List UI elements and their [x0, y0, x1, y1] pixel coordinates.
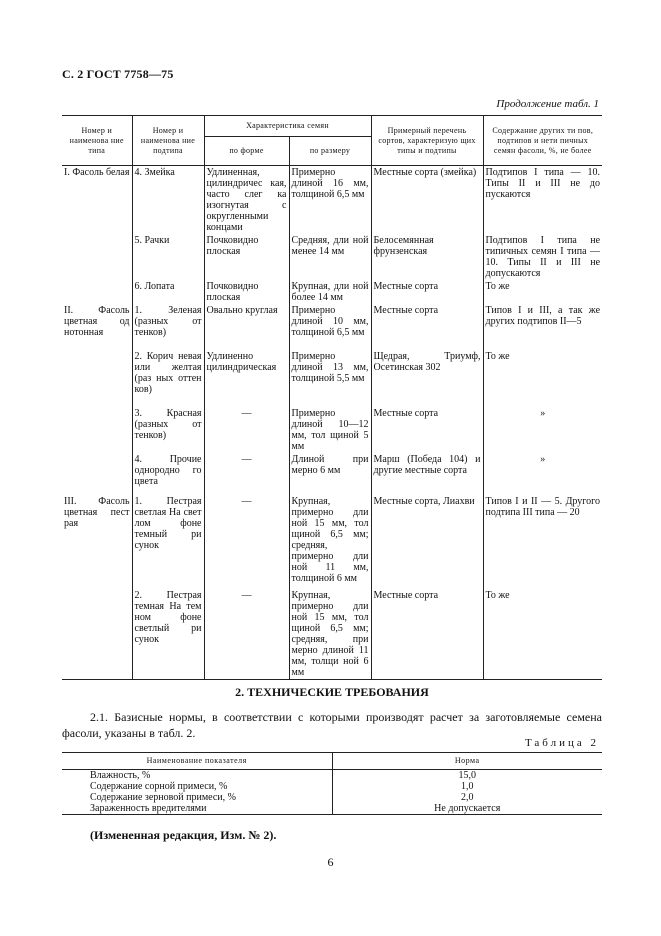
other-cell: То же	[483, 280, 602, 304]
page-header: С. 2 ГОСТ 7758—75	[62, 67, 174, 81]
table-row	[62, 495, 602, 589]
other-cell: То же	[483, 350, 602, 407]
table-row	[62, 803, 602, 815]
other-cell: »	[483, 453, 602, 495]
table-continuation-label: Продолжение табл. 1	[496, 98, 599, 110]
varieties-cell: Местные сорта	[371, 589, 483, 680]
section-title: 2. ТЕХНИЧЕСКИЕ ТРЕБОВАНИЯ	[235, 685, 429, 699]
type-cell	[62, 350, 132, 407]
subtype-cell: 5. Рачки	[132, 234, 204, 280]
paragraph-2-1: 2.1. Базисные нормы, в соответствии с которыми производят расчет за заготовляемые семена фасоли, указаны в табл. 2.	[62, 710, 602, 740]
other-cell: Подтипов I типа — 10. Типы II и III не до пускаются	[483, 166, 602, 235]
seed-types-table	[62, 115, 602, 680]
indicator-name: Зараженность вредителями	[62, 803, 332, 815]
size-cell: Примерно длиной 10—12 мм, тол щиной 5 мм	[289, 407, 371, 453]
col-seed-characteristics: Характеристика семян	[204, 116, 371, 137]
shape-cell: Почковидно плоская	[204, 280, 289, 304]
col-type-number: Номер и наименова ние типа	[62, 116, 132, 166]
subtype-cell: 4. Змейка	[132, 166, 204, 235]
size-cell: Крупная, дли ной более 14 мм	[289, 280, 371, 304]
col-by-size: по размеру	[289, 137, 371, 166]
size-cell: Крупная, примерно дли ной 15 мм, тол щиной 6,5 мм; средняя, при мерно длиной 11 мм, толщи ной 6 мм	[289, 589, 371, 680]
shape-cell: Удлиненно цилиндрическая	[204, 350, 289, 407]
shape-cell: —	[204, 453, 289, 495]
type-cell: I. Фасоль белая	[62, 166, 132, 235]
page-number: 6	[327, 855, 334, 869]
shape-cell: Почковидно плоская	[204, 234, 289, 280]
table-row	[62, 166, 602, 235]
type-cell	[62, 453, 132, 495]
indicator-value: 1,0	[461, 781, 474, 792]
col-varieties: Примерный перечень сортов, характеризую щих типы и подтипы	[371, 116, 483, 166]
size-cell: Примерно длиной 10 мм, толщиной 6,5 мм	[289, 304, 371, 350]
varieties-cell: Местные сорта (змейка)	[371, 166, 483, 235]
varieties-cell: Местные сорта	[371, 304, 483, 350]
type-cell	[62, 234, 132, 280]
subtype-cell: 2. Пестрая темная На тем ном фоне светлый ри сунок	[132, 589, 204, 680]
table-row	[62, 781, 602, 792]
amendment-note: (Измененная редакция, Изм. № 2).	[90, 828, 277, 842]
table-row	[62, 280, 602, 304]
size-cell: Средняя, дли ной менее 14 мм	[289, 234, 371, 280]
subtype-cell: 2. Корич невая или желтая (раз ных оттен ков)	[132, 350, 204, 407]
table2-label: Таблица 2	[524, 737, 599, 749]
subtype-cell: 4. Прочие однородно го цвета	[132, 453, 204, 495]
table-row	[62, 234, 602, 280]
indicator-name: Влажность, %	[62, 770, 332, 782]
size-cell: Крупная, примерно дли ной 15 мм, тол щиной 6,5 мм; средняя, примерно дли ной 11 мм, толщиной 6 мм	[289, 495, 371, 589]
other-cell: То же	[483, 589, 602, 680]
shape-cell: Удлиненная, цилиндричес кая, часто слег ка изогнутая с округленными концами	[204, 166, 289, 235]
size-cell: Примерно длиной 16 мм, толщиной 6,5 мм	[289, 166, 371, 235]
table-row	[62, 792, 602, 803]
other-cell: Подтипов I типа не типичных семян I типа — 10. Типы II и III не допускаются	[483, 234, 602, 280]
size-cell: Длиной при мерно 6 мм	[289, 453, 371, 495]
shape-cell: Овально круглая	[204, 304, 289, 350]
col-by-shape: по форме	[204, 137, 289, 166]
col-other-content: Содержание других ти пов, подтипов и нети пичных семян фасоли, %, не более	[483, 116, 602, 166]
varieties-cell: Марш (Победа 104) и другие местные сорта	[371, 453, 483, 495]
col-norm: Норма	[332, 753, 602, 770]
type-cell	[62, 280, 132, 304]
other-cell: Типов I и III, а так же других подтипов II—5	[483, 304, 602, 350]
other-cell: »	[483, 407, 602, 453]
type-cell	[62, 407, 132, 453]
type-cell: III. Фасоль цветная пест рая	[62, 495, 132, 589]
size-cell: Примерно длиной 13 мм, толщиной 5,5 мм	[289, 350, 371, 407]
other-cell: Типов I и II — 5. Другого подтипа III типа — 20	[483, 495, 602, 589]
type-cell: II. Фасоль цветная од нотонная	[62, 304, 132, 350]
varieties-cell: Белосемянная фрунзенская	[371, 234, 483, 280]
table-row	[62, 453, 602, 495]
norms-table	[62, 752, 602, 815]
shape-cell: —	[204, 407, 289, 453]
varieties-cell: Местные сорта	[371, 407, 483, 453]
type-cell	[62, 589, 132, 680]
shape-cell: —	[204, 589, 289, 680]
table-row	[62, 350, 602, 407]
indicator-name: Содержание зерновой примеси, %	[62, 792, 332, 803]
col-indicator-name: Наименование показателя	[62, 753, 332, 770]
shape-cell: —	[204, 495, 289, 589]
subtype-cell: 1. Пестрая светлая На свет лом фоне темный ри сунок	[132, 495, 204, 589]
table-row	[62, 304, 602, 350]
table-row	[62, 770, 602, 782]
indicator-value: Не допускается	[332, 803, 602, 815]
indicator-name: Содержание сорной примеси, %	[62, 781, 332, 792]
subtype-cell: 6. Лопата	[132, 280, 204, 304]
varieties-cell: Местные сорта	[371, 280, 483, 304]
subtype-cell: 3. Красная (разных от тенков)	[132, 407, 204, 453]
subtype-cell: 1. Зеленая (разных от тенков)	[132, 304, 204, 350]
varieties-cell: Местные сорта, Лиахви	[371, 495, 483, 589]
indicator-value: 15,0	[458, 770, 476, 781]
indicator-value: 2,0	[461, 792, 474, 803]
col-subtype-number: Номер и наименова ние подтипа	[132, 116, 204, 166]
varieties-cell: Щедрая, Триумф, Осетинская 302	[371, 350, 483, 407]
table-row	[62, 407, 602, 453]
table-row	[62, 589, 602, 680]
